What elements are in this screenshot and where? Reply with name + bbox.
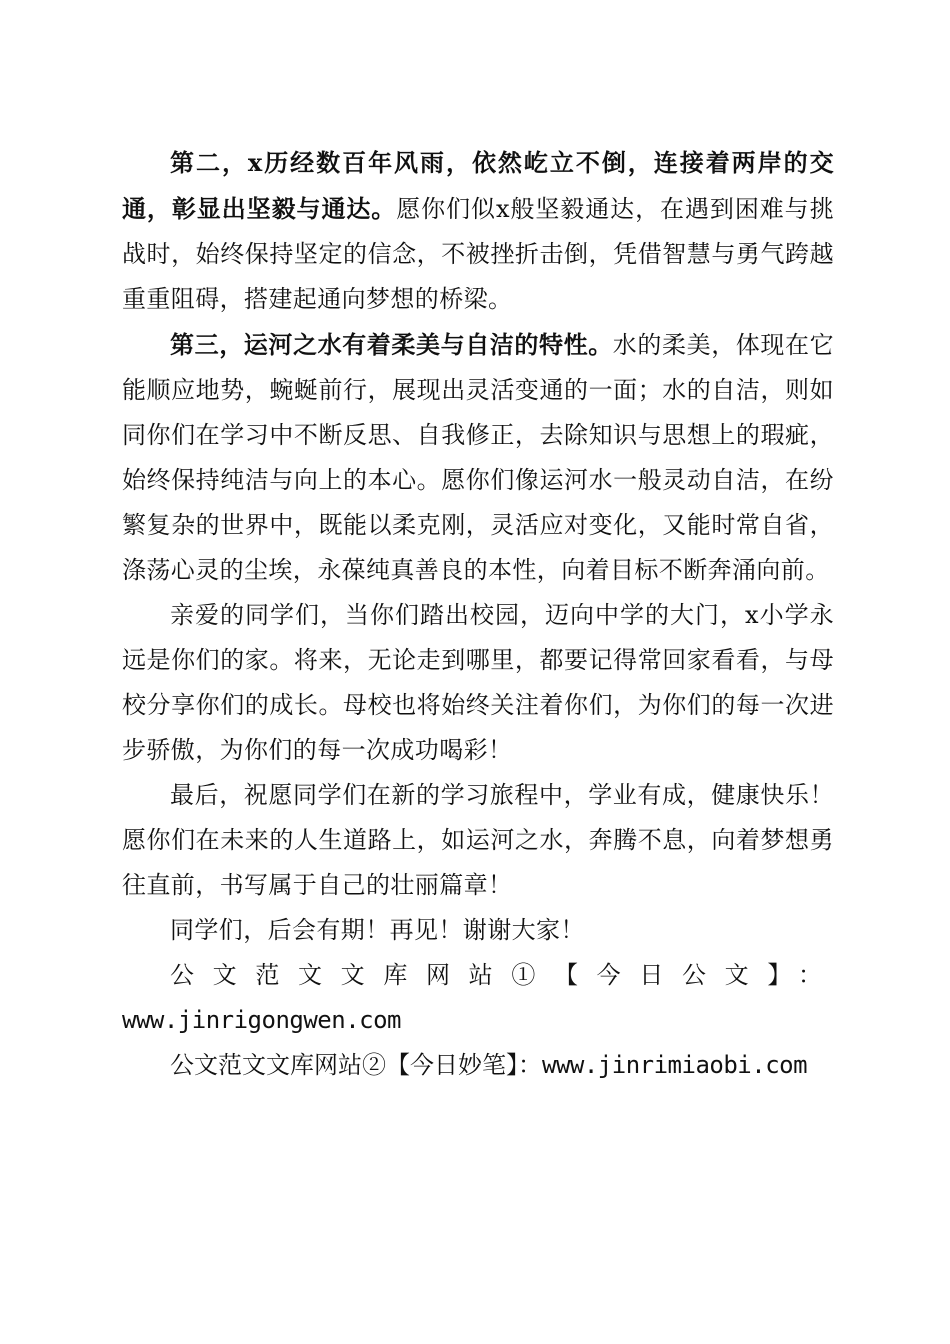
website-1-link[interactable]: www.jinrigongwen.com xyxy=(122,1006,401,1034)
paragraph-body: 水的柔美，体现在它能顺应地势，蜿蜒前行，展现出灵活变通的一面；水的自洁，则如同你们在学习中不断反思、自我修正，去除知识与思想上的瑕疵，始终保持纯洁与向上的本心。愿你们像运河水一般灵动自洁，在纷繁复杂的世界中，既能以柔克刚，灵活应对变化，又能时常自省，涤荡心灵的尘埃，永葆纯真善良的本性，向着目标不断奔涌向前。 xyxy=(122,331,834,584)
paragraph-goodbye xyxy=(122,908,834,953)
paragraph-lead: 第二，x历经数百年风雨，依然屹立不倒，连接着两岸的交通，彰显出坚毅与通达。 xyxy=(122,148,834,223)
paragraph-body: 同学们，后会有期！再见！谢谢大家！ xyxy=(170,916,585,944)
paragraph-third-point xyxy=(122,322,834,593)
paragraph-closing-wishes xyxy=(122,773,834,908)
paragraph-second-point xyxy=(122,140,834,322)
website-2-label: 公文范文文库网站②【今日妙笔】： xyxy=(170,1051,542,1079)
website-2-line xyxy=(122,1043,834,1088)
paragraph-body: 最后，祝愿同学们在新的学习旅程中，学业有成，健康快乐！愿你们在未来的人生道路上，如运河之水，奔腾不息，向着梦想勇往直前，书写属于自己的壮丽篇章！ xyxy=(122,781,834,899)
paragraph-body: 亲爱的同学们，当你们踏出校园，迈向中学的大门，x小学永远是你们的家。将来，无论走到哪里，都要记得常回家看看，与母校分享你们的成长。母校也将始终关注着你们，为你们的每一次进步骄傲，为你们的每一次成功喝彩！ xyxy=(122,601,834,764)
website-1-label: 公文范文文库网站①【今日公文】： xyxy=(170,961,834,989)
paragraph-farewell xyxy=(122,593,834,773)
paragraph-lead: 第三，运河之水有着柔美与自洁的特性。 xyxy=(170,330,613,359)
website-2-link[interactable]: www.jinrimiaobi.com xyxy=(542,1051,808,1079)
document-page xyxy=(122,140,834,1088)
paragraph-body: 愿你们似x般坚毅通达，在遇到困难与挑战时，始终保持坚定的信念，不被挫折击倒，凭借智慧与勇气跨越重重阻碍，搭建起通向梦想的桥梁。 xyxy=(122,195,835,313)
